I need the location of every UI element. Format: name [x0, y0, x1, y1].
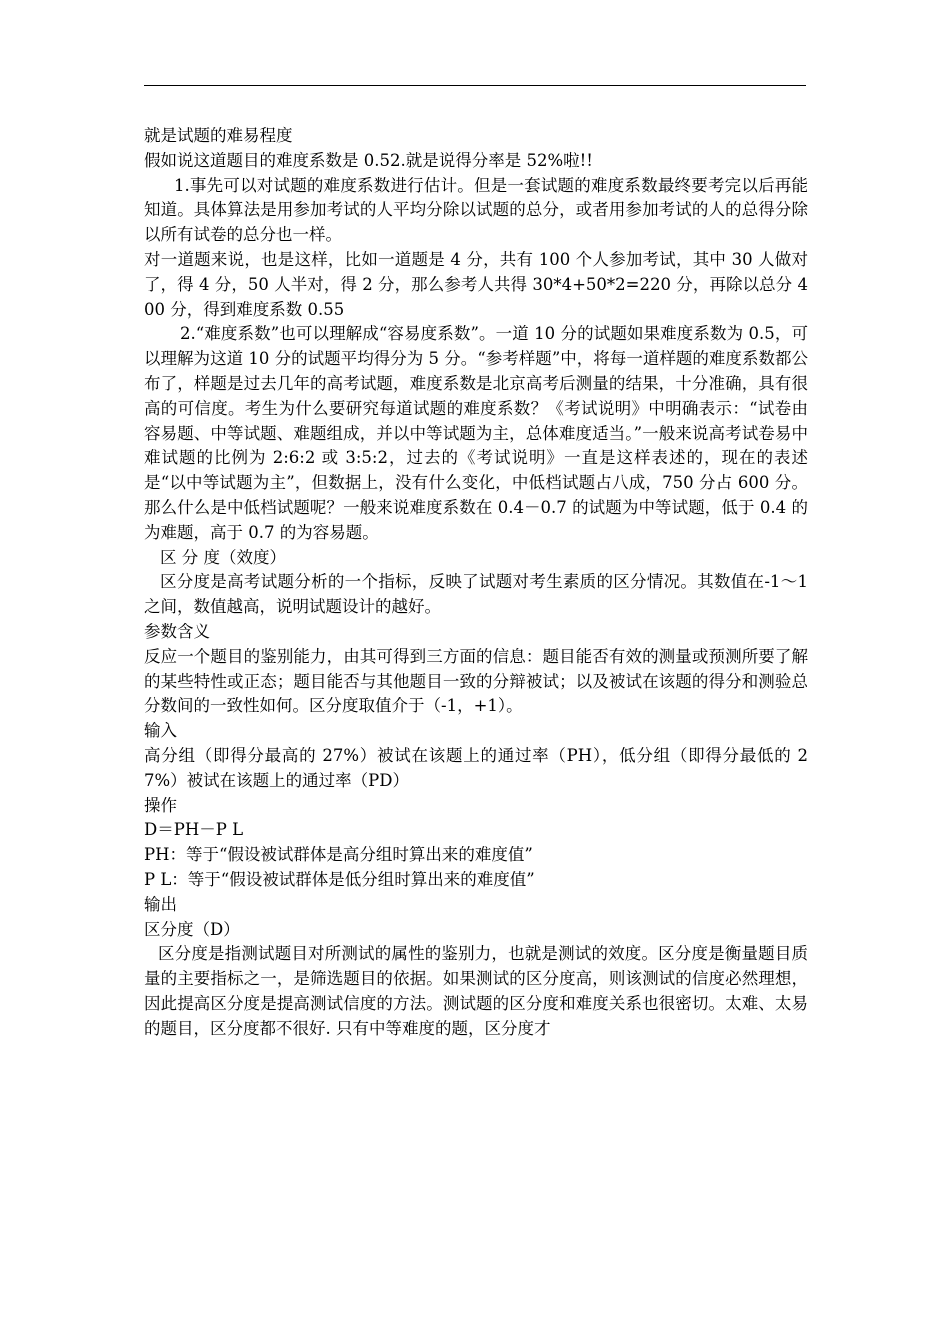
paragraph-estimation: 1.事先可以对试题的难度系数进行估计。但是一套试题的难度系数最终要考完以后再能知道。具体算法是用参加考试的人平均分除以试题的总分，或者用参加考试的人的总得分除以所有试卷的总分也一样。: [144, 175, 808, 245]
paragraph-single-question: 对一道题来说，也是这样，比如一道题是 4 分，共有 100 个人参加考试，其中 30 人做对了，得 4 分，50 人半对，得 2 分，那么参考人共得 30*4+50*2=220 分，再除以总分 400 分，得到难度系数 0.55: [144, 249, 808, 319]
definition-ph: PH：等于“假设被试群体是高分组时算出来的难度值”: [144, 845, 533, 865]
heading-input: 输入: [144, 721, 177, 741]
paragraph-input: 高分组（即得分最高的 27%）被试在该题上的通过率（PH），低分组（即得分最低的 27%）被试在该题上的通过率（PD）: [144, 745, 808, 790]
paragraph-parameter-meaning: 反应一个题目的鉴别能力，由其可得到三方面的信息：题目能否有效的测量或预测所要了解的某些特性或正态；题目能否与其他题目一致的分辩被试；以及被试在该题的得分和测验总分数间的一致性如何。区分度取值介于（-1，+1）。: [144, 646, 808, 716]
definition-pl: P L：等于“假设被试群体是低分组时算出来的难度值”: [144, 869, 535, 889]
heading-output: 输出: [144, 894, 177, 914]
heading-parameter-meaning: 参数含义: [144, 621, 210, 641]
heading-discrimination: 区 分 度（效度）: [160, 547, 286, 567]
heading-operation: 操作: [144, 795, 177, 815]
paragraph-difficulty-example: 假如说这道题目的难度系数是 0.52.就是说得分率是 52%啦!!: [144, 150, 593, 170]
header-rule: [144, 85, 806, 86]
paragraph-difficulty-definition: 就是试题的难易程度: [144, 126, 293, 145]
output-d: 区分度（D）: [144, 919, 240, 939]
paragraph-easiness: 2.“难度系数”也可以理解成“容易度系数”。一道 10 分的试题如果难度系数为 0.5，可以理解为这道 10 分的试题平均得分为 5 分。“参考样题”中，将每一道样题的难度系数都公布了，样题是过去几年的高考试题，难度系数是北京高考后测量的结果，十分准确，具有很高的可信度。考生为什么要研究每道试题的难度系数？《考试说明》中明确表示：“试卷由容易题、中等试题、难题组成，并以中等试题为主，总体难度适当。”一般来说高考试卷易中难试题的比例为 2:6:2 或 3:5:2，过去的《考试说明》一直是这样表述的，现在的表述是“以中等试题为主”，但数据上，没有什么变化，中低档试题占八成，750 分占 600 分。那么什么是中低档试题呢？一般来说难度系数在 0.4－0.7 的试题为中等试题，低于 0.4 的为难题，高于 0.7 的为容易题。: [144, 324, 808, 542]
document-body: [144, 124, 808, 1041]
paragraph-discrimination-intro: 区分度是高考试题分析的一个指标，反映了试题对考生素质的区分情况。其数值在-1～1 之间，数值越高，说明试题设计的越好。: [144, 572, 808, 617]
formula-d: D＝PH－P L: [144, 820, 244, 840]
paragraph-discrimination-validity: 区分度是指测试题目对所测试的属性的鉴别力，也就是测试的效度。区分度是衡量题目质量的主要指标之一，是筛选题目的依据。如果测试的区分度高，则该测试的信度必然理想，因此提高区分度是提高测试信度的方法。测试题的区分度和难度关系也很密切。太难、太易的题目，区分度都不很好. 只有中等难度的题，区分度才: [144, 944, 808, 1038]
